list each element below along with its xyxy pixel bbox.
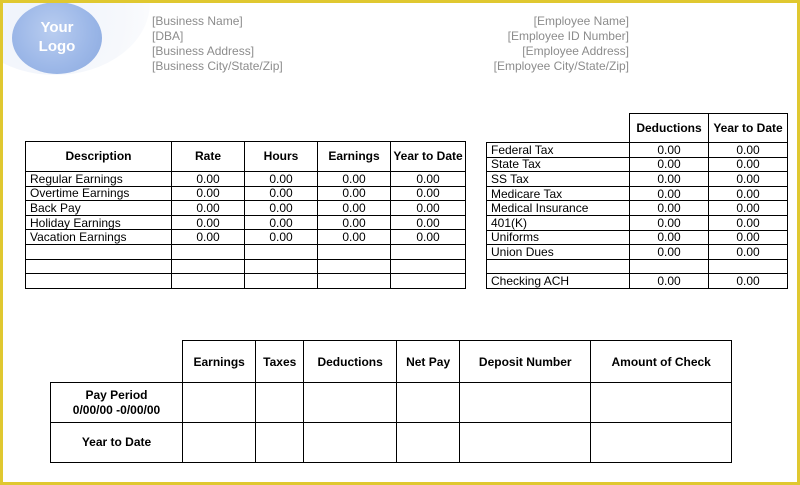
deduction-ytd: 0.00 xyxy=(709,245,788,260)
logo xyxy=(12,2,102,74)
empty-cell xyxy=(245,259,318,274)
business-dba: [DBA] xyxy=(152,29,184,43)
empty-cell xyxy=(318,274,391,289)
logo-line-1: Your xyxy=(40,19,74,36)
deduction-label: Medical Insurance xyxy=(487,201,630,216)
earning-ytd: 0.00 xyxy=(391,215,466,230)
pay-period-taxes xyxy=(256,383,304,423)
deductions-table xyxy=(486,113,788,289)
deduction-label: Union Dues xyxy=(487,245,630,260)
earning-rate: 0.00 xyxy=(172,186,245,201)
empty-cell xyxy=(391,274,466,289)
earnings-header-rate: Rate xyxy=(172,142,245,172)
earning-rate: 0.00 xyxy=(172,172,245,187)
deduction-amount: 0.00 xyxy=(630,143,709,158)
earning-hours: 0.00 xyxy=(245,215,318,230)
earning-ytd: 0.00 xyxy=(391,201,466,216)
table-row-empty xyxy=(487,259,788,274)
empty-cell xyxy=(172,274,245,289)
pay-period-deductions xyxy=(304,383,397,423)
empty-cell xyxy=(26,274,172,289)
earning-amount: 0.00 xyxy=(318,172,391,187)
table-row xyxy=(487,245,788,260)
table-row-empty xyxy=(26,244,466,259)
business-address: [Business Address] xyxy=(152,44,255,58)
deduction-label: State Tax xyxy=(487,157,630,172)
deduction-label: Uniforms xyxy=(487,230,630,245)
table-row xyxy=(487,215,788,230)
checking-row xyxy=(487,274,788,289)
table-row xyxy=(487,172,788,187)
ytd-deposit-number xyxy=(460,423,591,463)
earning-rate: 0.00 xyxy=(172,201,245,216)
employee-city: [Employee City/State/Zip] xyxy=(493,59,629,73)
business-name: [Business Name] xyxy=(152,14,243,28)
empty-cell xyxy=(245,274,318,289)
earnings-table xyxy=(25,141,466,289)
pay-period-earnings xyxy=(183,383,256,423)
table-row xyxy=(487,230,788,245)
earning-ytd: 0.00 xyxy=(391,186,466,201)
summary-header-deductions: Deductions xyxy=(304,341,397,383)
deduction-amount: 0.00 xyxy=(630,201,709,216)
pay-period-label-cell xyxy=(51,383,183,423)
table-row-empty xyxy=(26,259,466,274)
deduction-amount: 0.00 xyxy=(630,245,709,260)
logo-area xyxy=(0,0,160,80)
empty-cell xyxy=(391,259,466,274)
ytd-row xyxy=(51,423,732,463)
deduction-amount: 0.00 xyxy=(630,215,709,230)
earning-hours: 0.00 xyxy=(245,172,318,187)
empty-cell xyxy=(391,244,466,259)
earning-description: Vacation Earnings xyxy=(26,230,172,245)
checking-amount: 0.00 xyxy=(630,274,709,289)
empty-cell xyxy=(318,244,391,259)
earning-hours: 0.00 xyxy=(245,201,318,216)
earning-hours: 0.00 xyxy=(245,230,318,245)
earnings-header-hours: Hours xyxy=(245,142,318,172)
table-row xyxy=(26,201,466,216)
deduction-label: 401(K) xyxy=(487,215,630,230)
earning-description: Holiday Earnings xyxy=(26,215,172,230)
business-city: [Business City/State/Zip] xyxy=(152,59,283,73)
ytd-taxes xyxy=(256,423,304,463)
ytd-earnings xyxy=(183,423,256,463)
earning-rate: 0.00 xyxy=(172,230,245,245)
earning-description: Regular Earnings xyxy=(26,172,172,187)
checking-ytd: 0.00 xyxy=(709,274,788,289)
pay-period-label: Pay Period xyxy=(85,387,148,402)
table-row-empty xyxy=(26,274,466,289)
business-info xyxy=(152,14,283,74)
summary-header-net-pay: Net Pay xyxy=(397,341,460,383)
summary-table xyxy=(50,340,732,463)
logo-line-2: Logo xyxy=(38,38,76,55)
empty-cell xyxy=(630,259,709,274)
employee-info xyxy=(494,14,629,74)
ytd-label: Year to Date xyxy=(51,423,183,463)
deduction-ytd: 0.00 xyxy=(709,186,788,201)
earning-ytd: 0.00 xyxy=(391,230,466,245)
empty-cell xyxy=(487,259,630,274)
deduction-amount: 0.00 xyxy=(630,157,709,172)
pay-period-amount-of-check xyxy=(591,383,732,423)
earning-rate: 0.00 xyxy=(172,215,245,230)
employee-address: [Employee Address] xyxy=(522,44,629,58)
empty-cell xyxy=(26,244,172,259)
earning-description: Overtime Earnings xyxy=(26,186,172,201)
employee-name: [Employee Name] xyxy=(533,14,629,28)
table-row xyxy=(26,215,466,230)
earning-description: Back Pay xyxy=(26,201,172,216)
deduction-ytd: 0.00 xyxy=(709,201,788,216)
summary-header-taxes: Taxes xyxy=(256,341,304,383)
table-row xyxy=(487,143,788,158)
deduction-label: Medicare Tax xyxy=(487,186,630,201)
empty-cell xyxy=(245,244,318,259)
deduction-ytd: 0.00 xyxy=(709,172,788,187)
deductions-header-blank xyxy=(487,114,630,143)
summary-header-blank xyxy=(51,341,183,383)
deduction-ytd: 0.00 xyxy=(709,230,788,245)
earnings-header-description: Description xyxy=(26,142,172,172)
pay-period-net-pay xyxy=(397,383,460,423)
table-row xyxy=(487,186,788,201)
deductions-header-ytd: Year to Date xyxy=(709,114,788,143)
ytd-net-pay xyxy=(397,423,460,463)
earning-hours: 0.00 xyxy=(245,186,318,201)
empty-cell xyxy=(26,259,172,274)
earning-amount: 0.00 xyxy=(318,201,391,216)
deduction-label: SS Tax xyxy=(487,172,630,187)
summary-header-row xyxy=(51,341,732,383)
earnings-header-row xyxy=(26,142,466,172)
empty-cell xyxy=(318,259,391,274)
deduction-amount: 0.00 xyxy=(630,172,709,187)
empty-cell xyxy=(709,259,788,274)
pay-period-row xyxy=(51,383,732,423)
earning-ytd: 0.00 xyxy=(391,172,466,187)
deduction-label: Federal Tax xyxy=(487,143,630,158)
table-row xyxy=(487,201,788,216)
earning-amount: 0.00 xyxy=(318,230,391,245)
ytd-amount-of-check xyxy=(591,423,732,463)
earning-amount: 0.00 xyxy=(318,186,391,201)
table-row xyxy=(26,230,466,245)
empty-cell xyxy=(172,244,245,259)
summary-header-amount-of-check: Amount of Check xyxy=(591,341,732,383)
earning-amount: 0.00 xyxy=(318,215,391,230)
deduction-amount: 0.00 xyxy=(630,230,709,245)
earnings-header-earnings: Earnings xyxy=(318,142,391,172)
checking-label: Checking ACH xyxy=(487,274,630,289)
empty-cell xyxy=(172,259,245,274)
deduction-ytd: 0.00 xyxy=(709,143,788,158)
deductions-header-row xyxy=(487,114,788,143)
pay-period-range: 0/00/00 -0/00/00 xyxy=(72,402,161,417)
summary-header-deposit-number: Deposit Number xyxy=(460,341,591,383)
summary-header-earnings: Earnings xyxy=(183,341,256,383)
table-row xyxy=(26,186,466,201)
ytd-deductions xyxy=(304,423,397,463)
deduction-ytd: 0.00 xyxy=(709,157,788,172)
employee-id: [Employee ID Number] xyxy=(507,29,629,43)
earnings-header-ytd: Year to Date xyxy=(391,142,466,172)
deduction-amount: 0.00 xyxy=(630,186,709,201)
pay-period-deposit-number xyxy=(460,383,591,423)
deductions-header-deductions: Deductions xyxy=(630,114,709,143)
table-row xyxy=(26,172,466,187)
table-row xyxy=(487,157,788,172)
deduction-ytd: 0.00 xyxy=(709,215,788,230)
